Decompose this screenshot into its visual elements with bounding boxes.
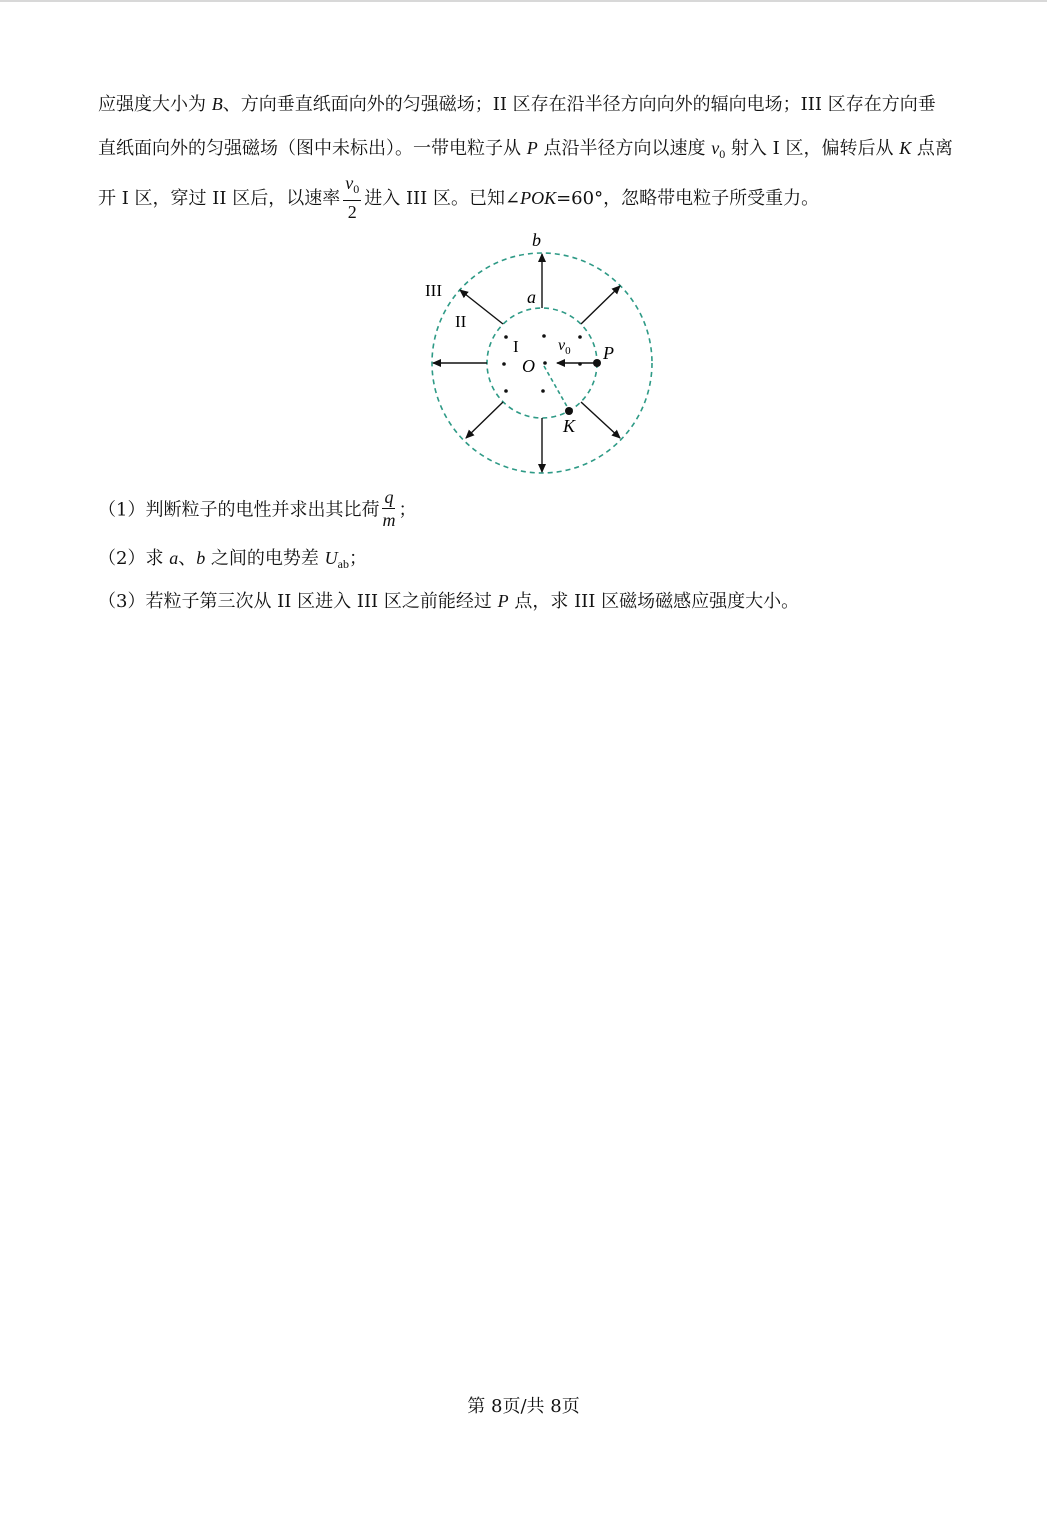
intro-line-3 bbox=[98, 173, 819, 225]
question-text: 、 bbox=[178, 548, 197, 569]
text-segment: 点离 bbox=[911, 138, 953, 159]
top-divider bbox=[0, 0, 1047, 2]
label-P: P bbox=[603, 343, 614, 363]
label-K: K bbox=[563, 416, 576, 436]
field-arrow-up-left bbox=[460, 290, 503, 324]
label-region-III: III bbox=[425, 281, 442, 300]
question-number: （2） bbox=[98, 548, 146, 569]
point-K bbox=[565, 407, 573, 415]
symbol-P: P bbox=[497, 591, 509, 611]
text-segment: 、方向垂直纸面向外的匀强磁场；II 区存在沿半径方向向外的辐向电场；III 区存在方向垂 bbox=[222, 94, 936, 115]
fraction-denominator: m bbox=[382, 510, 396, 530]
fraction-numerator: q bbox=[384, 487, 394, 507]
field-arrow-up-right bbox=[581, 286, 620, 324]
intro-line-1 bbox=[98, 92, 936, 117]
symbol-B: B bbox=[211, 94, 223, 114]
symbol-v: v bbox=[711, 138, 720, 158]
field-diagram-svg bbox=[420, 226, 670, 478]
fraction-numerator bbox=[343, 172, 361, 201]
radius-OK bbox=[544, 366, 569, 410]
text-segment: 进入 III 区。已知∠ bbox=[364, 188, 521, 209]
field-arrow-down-right bbox=[581, 402, 620, 438]
text-segment: 直纸面向外的匀强磁场（图中未标出）。一带电粒子从 bbox=[98, 138, 527, 159]
label-region-I: I bbox=[513, 337, 519, 356]
field-dot bbox=[578, 335, 582, 339]
subscript-ab: ab bbox=[337, 557, 349, 571]
text-segment: 点沿半径方向以速度 bbox=[537, 138, 712, 159]
question-text: 判断粒子的电性并求出其比荷 bbox=[145, 499, 380, 521]
label-v0 bbox=[558, 337, 571, 357]
label-v-subscript: 0 bbox=[565, 345, 571, 357]
question-number: （3） bbox=[98, 591, 146, 612]
question-text: 若粒子第三次从 II 区进入 III 区之前能经过 bbox=[145, 591, 498, 612]
field-diagram bbox=[420, 226, 670, 478]
point-P bbox=[593, 359, 601, 367]
label-a: a bbox=[527, 287, 536, 307]
field-dot bbox=[541, 389, 545, 393]
subscript-0: 0 bbox=[719, 147, 726, 161]
field-arrow-down-left bbox=[466, 402, 503, 438]
question-text: 之间的电势差 bbox=[205, 548, 325, 569]
field-dot bbox=[504, 389, 508, 393]
symbol-b: b bbox=[196, 548, 206, 568]
fraction-v0-over-2 bbox=[343, 172, 361, 223]
question-text: ； bbox=[348, 548, 367, 569]
label-O: O bbox=[522, 356, 535, 376]
question-text: 求 bbox=[145, 548, 170, 569]
fraction-denominator: 2 bbox=[347, 201, 357, 222]
symbol-POK: POK bbox=[520, 188, 557, 208]
field-dot bbox=[502, 362, 506, 366]
page-footer: 第 8页/共 8页 bbox=[467, 1396, 580, 1417]
intro-line-2 bbox=[98, 136, 953, 166]
text-segment: 开 I 区，穿过 II 区后，以速率 bbox=[98, 188, 341, 209]
field-dot bbox=[543, 361, 547, 365]
subscript-0: 0 bbox=[353, 181, 360, 196]
question-2 bbox=[98, 546, 367, 576]
symbol-a: a bbox=[169, 548, 179, 568]
label-v: v bbox=[558, 337, 566, 354]
label-b: b bbox=[532, 230, 541, 250]
fraction-q-over-m bbox=[382, 486, 395, 531]
question-text: ； bbox=[398, 499, 417, 521]
symbol-v: v bbox=[345, 172, 354, 193]
text-segment: 应强度大小为 bbox=[98, 94, 212, 115]
question-number: （1） bbox=[98, 499, 146, 521]
field-dot bbox=[542, 334, 546, 338]
label-region-II: II bbox=[455, 312, 467, 331]
text-segment: =60°，忽略带电粒子所受重力。 bbox=[556, 188, 820, 209]
question-3 bbox=[98, 589, 799, 614]
symbol-K: K bbox=[899, 138, 912, 158]
symbol-U: U bbox=[324, 548, 338, 568]
symbol-P: P bbox=[526, 138, 538, 158]
field-dot bbox=[504, 335, 508, 339]
question-text: 点，求 III 区磁场磁感应强度大小。 bbox=[508, 591, 800, 612]
question-1 bbox=[98, 488, 416, 533]
text-segment: 射入 I 区，偏转后从 bbox=[725, 138, 900, 159]
